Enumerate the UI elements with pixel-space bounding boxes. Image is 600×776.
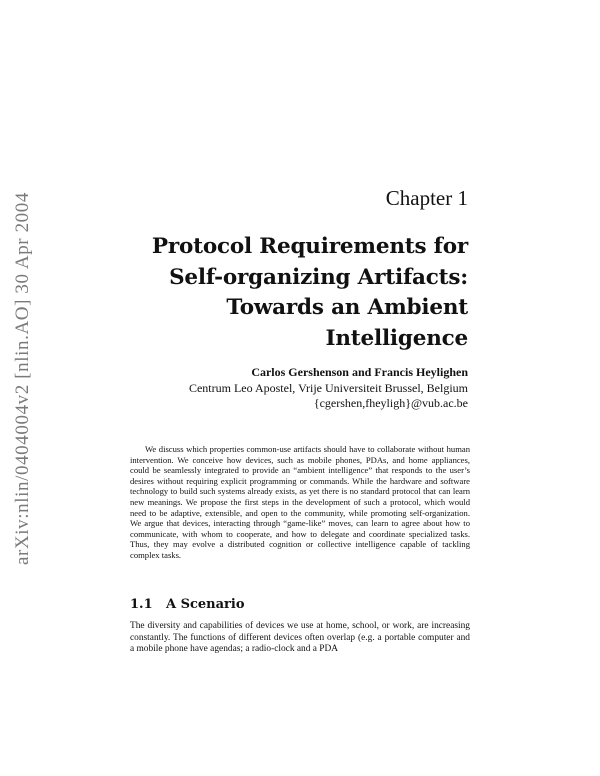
chapter-label: Chapter 1 (385, 186, 468, 210)
title-line: Intelligence (325, 325, 468, 351)
abstract: We discuss which properties common-use artifacts should have to collaborate without human intervention. We conceive how devices, such as mobile phones, PDAs, and home appliances, could be seamlessly integrated to provide an “ambient intelligence” that responds to the user’s desires without requiring explicit programming or commands. While the hardware and software technology to build such systems already exists, as yet there is no standard protocol that can learn new meanings. We propose the first steps in the development of such a protocol, which would need to be adaptive, extensible, and open to the community, while promoting self-organization. We argue that devices, interacting through “game-like” moves, can learn to agree about how to communicate, with whom to cooperate, and how to delegate and coordinate specialized tasks. Thus, they may evolve a distributed cognition or collective intelligence capable of tackling complex tasks. (130, 444, 470, 560)
section-heading (130, 597, 245, 612)
arxiv-identifier-stamp: arXiv:nlin/0404004v2 [nlin.AO] 30 Apr 2004 (12, 192, 33, 565)
body-paragraph: The diversity and capabilities of devices we use at home, school, or work, are increasing constantly. The functions of different devices often overlap (e.g. a portable computer and a mobile phone have agendas; a radio-clock and a PDA (130, 621, 470, 655)
section-title: A Scenario (166, 597, 245, 612)
author-email: {cgershen,fheyligh}@vub.ac.be (313, 396, 468, 410)
title-line: Towards an Ambient (226, 295, 468, 320)
affiliation: Centrum Leo Apostel, Vrije Universiteit Brussel, Belgium (188, 380, 468, 395)
author-names: Carlos Gershenson and Francis Heylighen (251, 365, 468, 379)
paper-title (108, 232, 468, 354)
title-line: Self-organizing Artifacts: (169, 264, 468, 290)
author-block (108, 365, 468, 412)
title-line: Protocol Requirements for (151, 234, 468, 259)
section-number: 1.1 (130, 597, 153, 612)
